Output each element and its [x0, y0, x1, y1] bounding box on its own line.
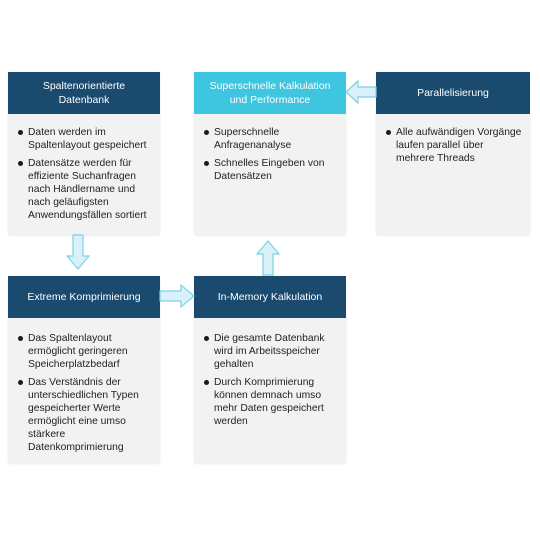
list-item: Superschnelle Anfragenanalyse	[204, 126, 338, 152]
arrow-left-icon	[345, 80, 377, 104]
card-title-in-memory-kalkulation: In-Memory Kalkulation	[194, 276, 346, 318]
bullet-icon	[204, 161, 209, 166]
card-title-spaltenorientierte-datenbank: Spaltenorientierte Datenbank	[8, 72, 160, 114]
card-title-extreme-komprimierung: Extreme Komprimierung	[8, 276, 160, 318]
bullet-list	[18, 126, 152, 227]
list-item: Durch Komprimierung können demnach umso mehr Daten gespeichert werden	[204, 376, 338, 428]
bullet-icon	[204, 336, 209, 341]
list-item: Die gesamte Datenbank wird im Arbeitsspeicher gehalten	[204, 332, 338, 371]
bullet-icon	[18, 130, 23, 135]
list-item: Das Spaltenlayout ermöglicht geringeren Speicherplatzbedarf	[18, 332, 152, 371]
card-extreme-komprimierung	[8, 276, 160, 464]
card-parallelisierung	[376, 72, 530, 236]
arrow-down-icon	[66, 234, 90, 270]
bullet-list	[18, 332, 152, 459]
bullet-list	[204, 332, 338, 433]
list-item: Daten werden im Spaltenlayout gespeichert	[18, 126, 152, 152]
card-spaltenorientierte-datenbank	[8, 72, 160, 236]
arrow-right-icon	[159, 284, 195, 308]
card-in-memory-kalkulation	[194, 276, 346, 464]
bullet-list	[204, 126, 338, 188]
list-item: Alle aufwändigen Vorgänge laufen parallel über mehrere Threads	[386, 126, 522, 165]
card-title-parallelisierung: Parallelisierung	[376, 72, 530, 114]
arrow-up-icon	[256, 240, 280, 276]
bullet-icon	[204, 380, 209, 385]
bullet-list	[386, 126, 522, 170]
list-item: Datensätze werden für effiziente Suchanfragen nach Händlername und nach geläufigsten Anwendungsfällen sortiert	[18, 157, 152, 222]
list-item: Schnelles Eingeben von Datensätzen	[204, 157, 338, 183]
list-item: Das Verständnis der unterschiedlichen Typen gespeicherter Werte ermöglicht eine umso stärkere Datenkomprimierung	[18, 376, 152, 454]
bullet-icon	[204, 130, 209, 135]
bullet-icon	[18, 161, 23, 166]
bullet-icon	[18, 336, 23, 341]
card-superschnelle-kalkulation	[194, 72, 346, 236]
card-title-superschnelle-kalkulation: Superschnelle Kalkulation und Performance	[194, 72, 346, 114]
bullet-icon	[386, 130, 391, 135]
bullet-icon	[18, 380, 23, 385]
